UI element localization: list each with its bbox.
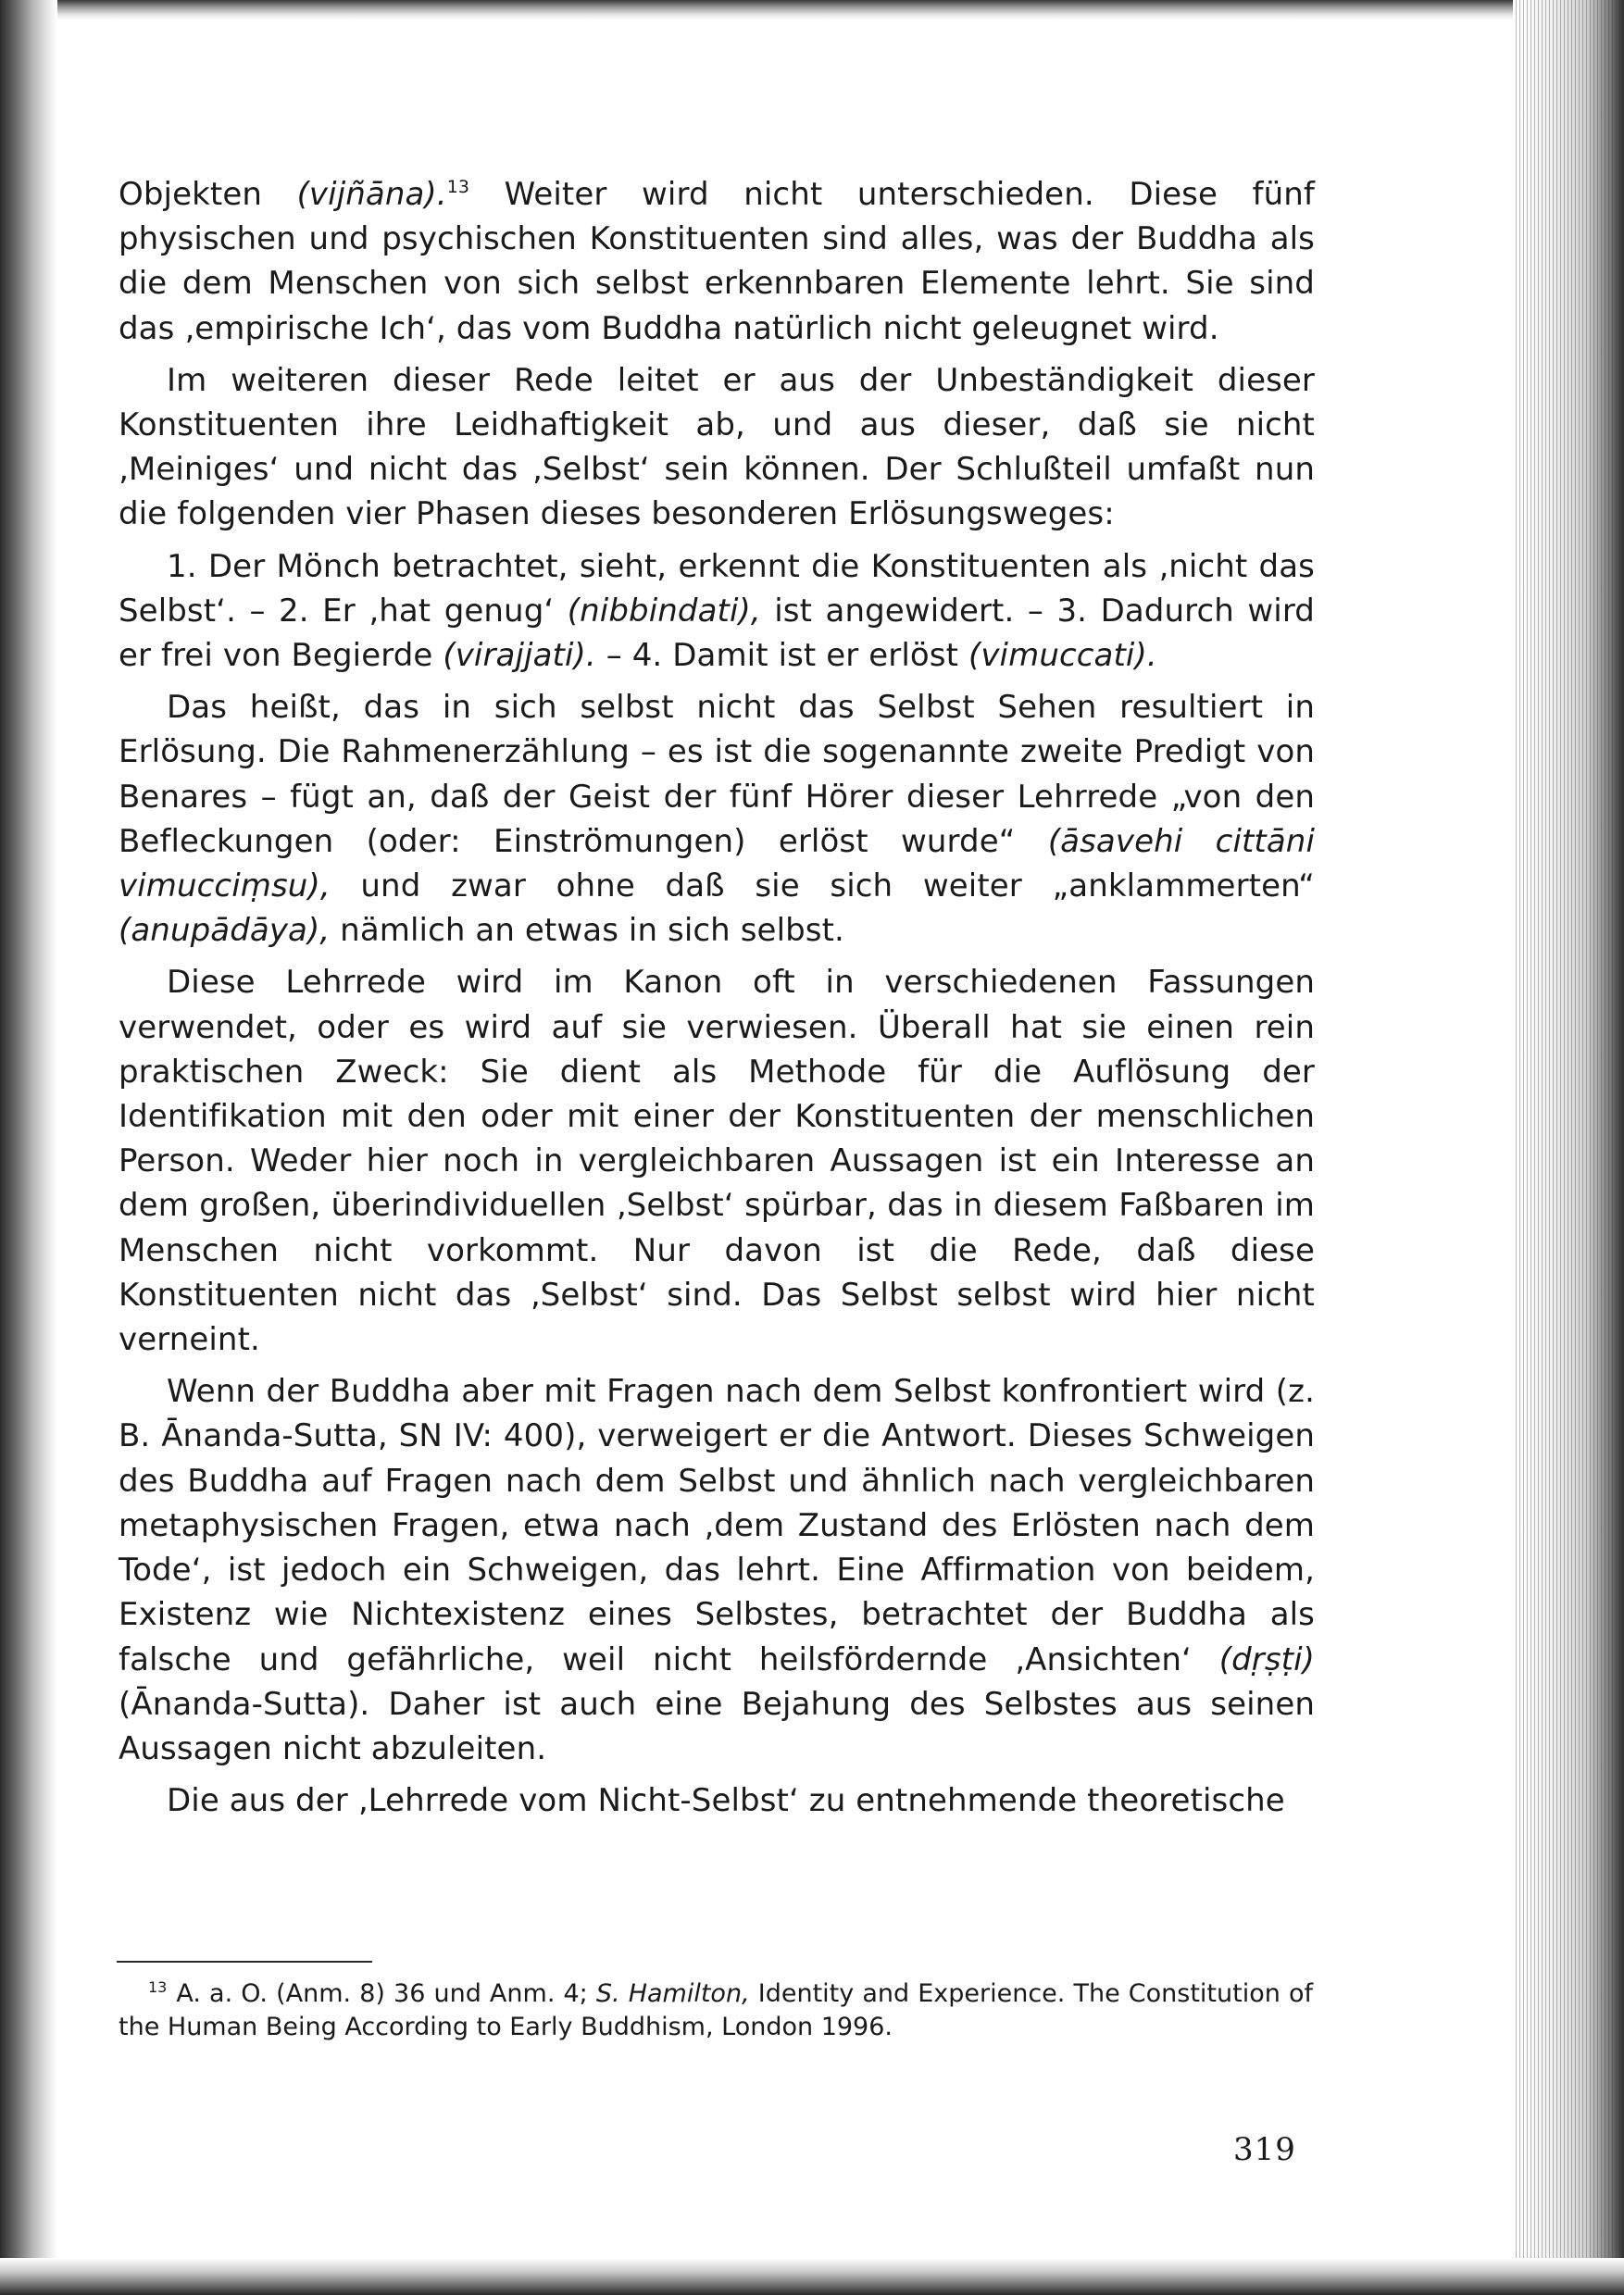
page-number: 319	[1233, 2131, 1296, 2168]
term-anupadaya: (anupādāya),	[119, 912, 331, 950]
footnote-number: 13	[148, 1978, 168, 1996]
footnote-divider	[117, 1961, 372, 1963]
term-drsti: (dṛṣṭi)	[1218, 1640, 1315, 1678]
term-nibbindati: (nibbindati),	[567, 592, 761, 630]
scan-edge-right	[1513, 0, 1624, 2295]
term-vimuccati: (vimuccati).	[968, 637, 1157, 675]
footnote-ref-13[interactable]: 13	[446, 177, 470, 197]
paragraph-5: Diese Lehrrede wird im Kanon oft in verschiedenen Fassungen verwendet, oder es wird auf sie verwiesen. Überall hat sie einen rein praktischen Zweck: Sie dient als Methode für die Auflösung der Identifikation mit den oder mit einer der Konstituenten der menschlichen Person. Weder hier noch in vergleichbaren Aussagen ist ein Interesse an dem großen, überindividuellen ‚Selbst‘ spürbar, das in diesem Faßbaren im Menschen nicht vorkommt. Nur davon ist die Rede, daß diese Konstituenten nicht das ‚Selbst‘ sind. Das Selbst selbst wird hier nicht verneint.	[119, 964, 1315, 1359]
term-vijnana: (vijñāna).	[296, 176, 447, 213]
scan-edge-top	[0, 0, 1624, 20]
footnote-13: $^{13}$ A. a. O. (Anm. 8) 36 und Anm. 4; S. Hamilton, Identity and Experience. The Constitution of the Human Being According to Early Buddhism, London 1996.	[119, 1978, 1313, 2041]
paragraph-4: Das heißt, das in sich selbst nicht das Selbst Sehen resultiert in Erlösung. Die Rahmenerzählung – es ist die sogenannte zweite Predigt von Benares – fügt an, daß der Geist der fünf Hörer dieser Lehrrede „von den Befleckungen (oder: Einströmungen) erlöst wurde“ (āsavehi cittāni vimucciṃsu), und zwar ohne daß sie sich weiter „anklammerten“ (anupādāya), nämlich an etwas in sich selbst.	[119, 689, 1315, 950]
main-text	[119, 172, 1315, 1830]
scan-edge-bottom	[0, 2258, 1624, 2295]
scan-edge-left	[0, 0, 57, 2295]
paragraph-7: Die aus der ‚Lehrrede vom Nicht-Selbst‘ zu entnehmende theoretische	[167, 1782, 1285, 1820]
footnote-author: S. Hamilton,	[595, 1979, 750, 2008]
paragraph-2: Im weiteren dieser Rede leitet er aus der Unbeständigkeit dieser Konstituenten ihre Leidhaftigkeit ab, und aus dieser, daß sie nicht ‚Meiniges‘ und nicht das ‚Selbst‘ sein können. Der Schlußteil umfaßt nun die folgenden vier Phasen dieses besonderen Erlösungsweges:	[119, 361, 1315, 533]
term-virajjati: (virajjati).	[443, 637, 596, 675]
paragraph-1: Objekten (vijñāna).$^{13}$ Weiter wird nicht unterschieden. Diese fünf physischen und psychischen Konstituenten sind alles, was der Buddha als die dem Menschen von sich selbst erkennbaren Elemente lehrt. Sie sind das ‚empirische Ich‘, das vom Buddha natürlich nicht geleugnet wird.	[119, 176, 1315, 347]
paragraph-3: 1. Der Mönch betrachtet, sieht, erkennt die Konstituenten als ‚nicht das Selbst‘. – 2. Er ‚hat genug‘ (nibbindati), ist angewidert. – 3. Dadurch wird er frei von Begierde (virajjati). – 4. Damit ist er erlöst (vimuccati).	[119, 547, 1315, 675]
term-asavehi: (āsavehi cittāni vimucciṃsu),	[119, 822, 1315, 905]
paragraph-6: Wenn der Buddha aber mit Fragen nach dem Selbst konfrontiert wird (z. B. Ānanda-Sutta, SN IV: 400), verweigert er die Antwort. Dieses Schweigen des Buddha auf Fragen nach dem Selbst und ähnlich nach vergleichbaren metaphysischen Fragen, etwa nach ‚dem Zustand des Erlösten nach dem Tode‘, ist jedoch ein Schweigen, das lehrt. Eine Affirmation von beidem, Existenz wie Nichtexistenz eines Selbstes, betrachtet der Buddha als falsche und gefährliche, weil nicht heilsfördernde ‚Ansichten‘ (dṛṣṭi) (Ānanda-Sutta). Daher ist auch eine Bejahung des Selbstes aus seinen Aussagen nicht abzuleiten.	[119, 1373, 1315, 1767]
